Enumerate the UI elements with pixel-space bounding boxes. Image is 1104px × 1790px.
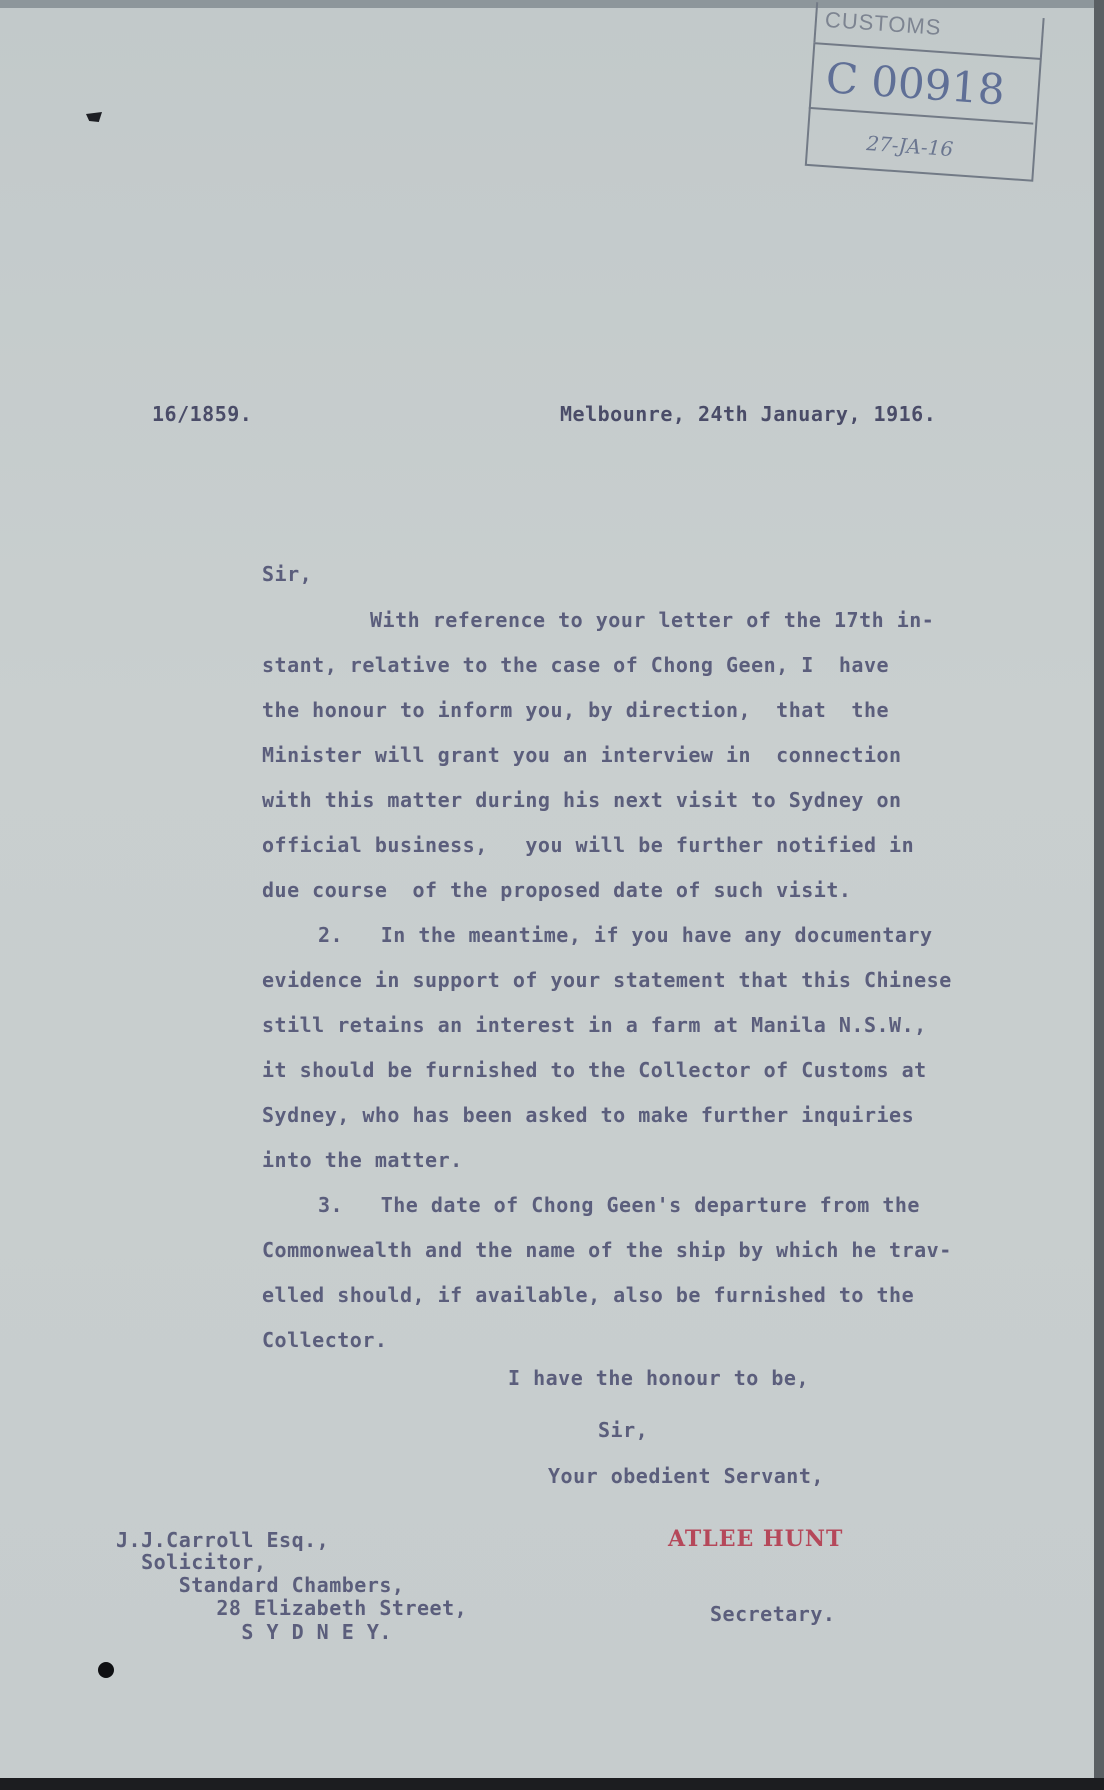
para3-line: Commonwealth and the name of the ship by which he trav- — [262, 1238, 952, 1262]
scan-top-edge — [0, 0, 1104, 8]
signatory-title: Secretary. — [710, 1602, 836, 1626]
para2-line: into the matter. — [262, 1148, 463, 1172]
closing-line: I have the honour to be, — [508, 1366, 809, 1390]
customs-received-stamp — [794, 1, 1055, 188]
addressee-line: S Y D N E Y. — [116, 1620, 392, 1644]
scan-bottom-edge — [0, 1778, 1104, 1790]
salutation: Sir, — [262, 562, 313, 586]
para1-line: official business, you will be further notified in — [262, 833, 915, 857]
stamp-date: 27-JA-16 — [865, 131, 955, 162]
para2-line: still retains an interest in a farm at Manila N.S.W., — [262, 1013, 927, 1037]
closing-line: Sir, — [598, 1418, 649, 1442]
stamp-label: CUSTOMS — [824, 6, 943, 40]
para2-line: 2. In the meantime, if you have any documentary — [318, 923, 933, 947]
para2-line: Sydney, who has been asked to make further inquiries — [262, 1103, 915, 1127]
para3-line: 3. The date of Chong Geen's departure from the — [318, 1193, 920, 1217]
addressee-line: Solicitor, — [116, 1550, 267, 1574]
signature-stamp: ATLEE HUNT — [668, 1526, 844, 1552]
paper-speck — [86, 112, 102, 122]
para1-line: due course of the proposed date of such visit. — [262, 878, 852, 902]
addressee-line: 28 Elizabeth Street, — [116, 1596, 468, 1620]
addressee-line: Standard Chambers, — [116, 1573, 405, 1597]
para1-line: With reference to your letter of the 17th in- — [370, 608, 935, 632]
stamp-number: C 00918 — [824, 53, 1007, 115]
para2-line: it should be furnished to the Collector of Customs at — [262, 1058, 927, 1082]
para1-line: with this matter during his next visit to Sydney on — [262, 788, 902, 812]
para2-line: evidence in support of your statement that this Chinese — [262, 968, 952, 992]
para1-line: Minister will grant you an interview in connection — [262, 743, 902, 767]
para3-line: Collector. — [262, 1328, 388, 1352]
para3-line: elled should, if available, also be furnished to the — [262, 1283, 915, 1307]
addressee-line: J.J.Carroll Esq., — [116, 1528, 330, 1552]
scan-right-edge — [1094, 0, 1104, 1790]
punch-hole-dot — [98, 1662, 114, 1678]
para1-line: the honour to inform you, by direction, that the — [262, 698, 890, 722]
file-reference: 16/1859. — [152, 402, 253, 426]
closing-line: Your obedient Servant, — [548, 1464, 824, 1488]
para1-line: stant, relative to the case of Chong Geen, I have — [262, 653, 890, 677]
place-and-date: Melbounre, 24th January, 1916. — [560, 402, 937, 426]
